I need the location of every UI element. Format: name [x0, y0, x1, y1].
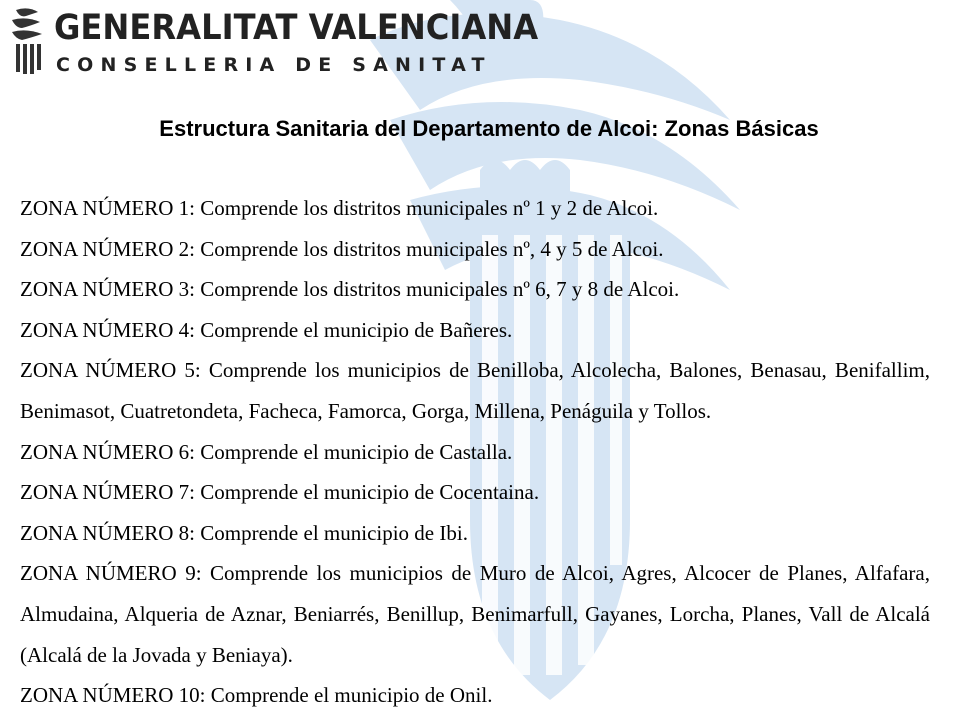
zone-description: Comprende los municipios de Benilloba, Alcolecha, Balones, Benasau, Benifallim, Benimasot, Cuatretondeta, Facheca, Famorca, Gorga, Millena, Penáguila y Tollos. [20, 358, 930, 423]
zone-label: ZONA NÚMERO 6: [20, 439, 196, 464]
organization-name: GENERALITAT VALENCIANA [54, 8, 539, 48]
zone-description: Comprende el municipio de Bañeres. [200, 317, 513, 342]
zone-item-9 [20, 553, 930, 675]
zone-item-3 [20, 269, 930, 310]
zone-description: Comprende los distritos municipales nº, 4 y 5 de Alcoi. [200, 236, 664, 261]
zone-item-8 [20, 513, 930, 554]
department-name: CONSELLERIA DE SANITAT [56, 54, 492, 76]
zone-description: Comprende el municipio de Cocentaina. [200, 480, 540, 505]
zone-label: ZONA NÚMERO 3: [20, 277, 196, 302]
zone-label: ZONA NÚMERO 1: [20, 196, 196, 220]
zone-item-10 [20, 675, 930, 716]
page-title: Estructura Sanitaria del Departamento de Alcoi: Zonas Básicas [159, 116, 819, 141]
header-logo [8, 6, 539, 80]
zone-item-6 [20, 432, 930, 473]
zones-list [20, 188, 930, 716]
zone-label: ZONA NÚMERO 8: [20, 520, 196, 545]
zone-label: ZONA NÚMERO 7: [20, 480, 196, 505]
zone-item-1 [20, 188, 930, 229]
zone-label: ZONA NÚMERO 5: [20, 358, 201, 383]
zone-item-2 [20, 229, 930, 270]
zone-item-4 [20, 310, 930, 351]
generalitat-logo-icon [8, 6, 50, 76]
zone-description: Comprende los distritos municipales nº 6, 7 y 8 de Alcoi. [200, 277, 680, 302]
zone-description: Comprende el municipio de Onil. [210, 683, 493, 708]
zone-label: ZONA NÚMERO 2: [20, 236, 196, 261]
zone-description: Comprende los distritos municipales nº 1 y 2 de Alcoi. [200, 196, 659, 220]
zone-item-5 [20, 350, 930, 431]
zone-item-7 [20, 472, 930, 513]
zone-label: ZONA NÚMERO 10: [20, 683, 206, 708]
zone-description: Comprende los municipios de Muro de Alcoi, Agres, Alcocer de Planes, Alfafara, Almudaina, Alqueria de Aznar, Beniarrés, Benillup, Benimarfull, Gayanes, Lorcha, Planes, Vall de Alcalá (Alcalá de la Jovada y Beniaya). [20, 561, 930, 667]
zone-label: ZONA NÚMERO 4: [20, 317, 196, 342]
zone-description: Comprende el municipio de Ibi. [200, 520, 468, 545]
zone-description: Comprende el municipio de Castalla. [200, 439, 513, 464]
zone-label: ZONA NÚMERO 9: [20, 561, 202, 586]
